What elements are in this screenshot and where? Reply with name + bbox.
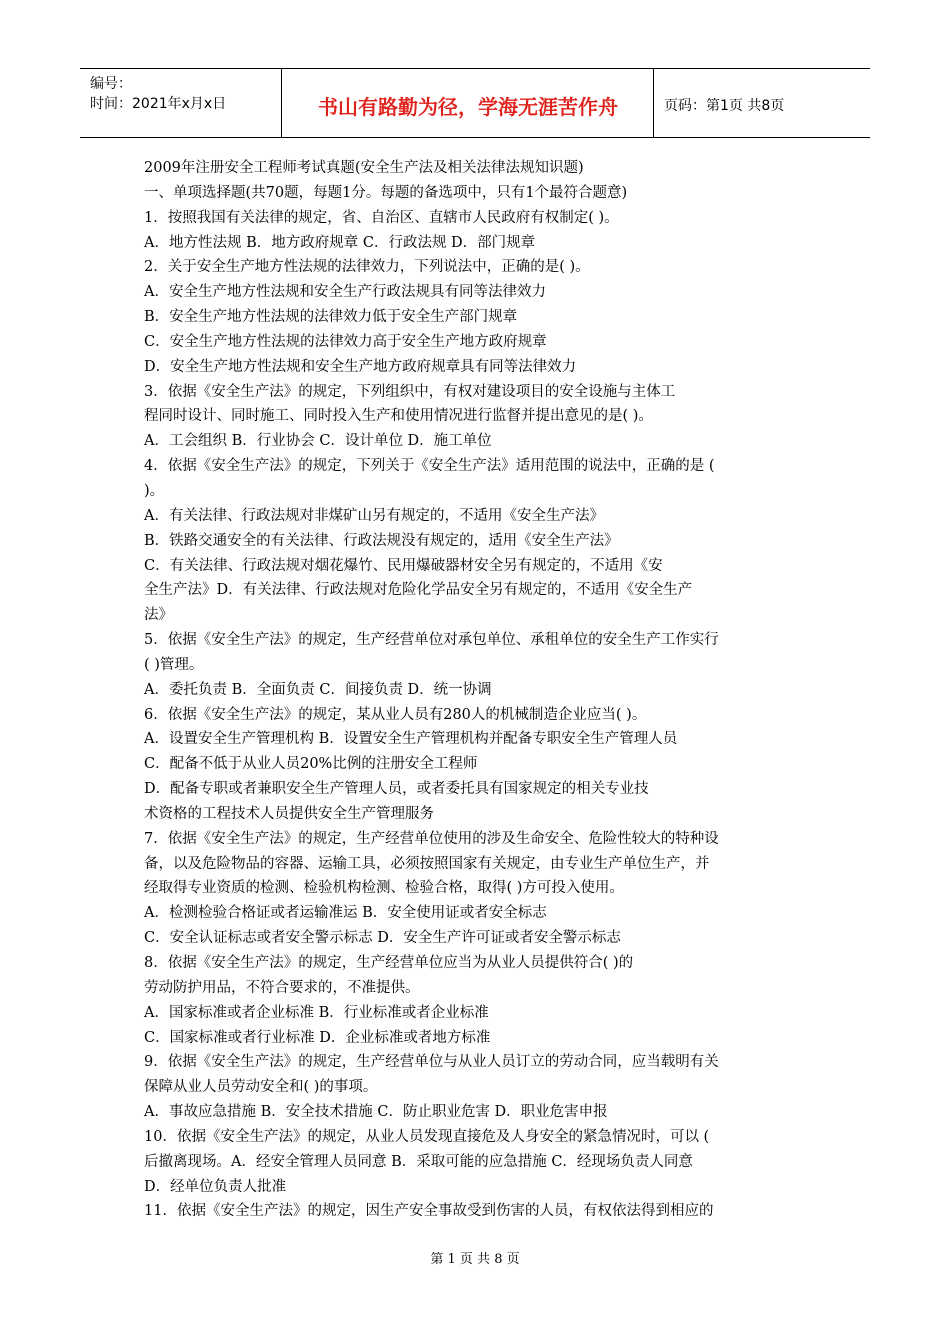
text-line: C．国家标准或者行业标准 D．企业标准或者地方标准 bbox=[144, 1029, 491, 1046]
text-line: 一、单项选择题(共70题，每题1分。每题的备选项中，只有1个最符合题意) bbox=[144, 184, 628, 201]
text-line: 7．依据《安全生产法》的规定，生产经营单位使用的涉及生命安全、危险性较大的特种设 bbox=[144, 830, 719, 847]
text-line: B．铁路交通安全的有关法律、行政法规没有规定的，适用《安全生产法》 bbox=[144, 532, 619, 549]
text-line: 2．关于安全生产地方性法规的法律效力，下列说法中，正确的是( )。 bbox=[144, 259, 590, 276]
text-line: 3．依据《安全生产法》的规定，下列组织中，有权对建设项目的安全设施与主体工 bbox=[144, 383, 676, 400]
text-line: 法》 bbox=[144, 607, 173, 624]
document-body bbox=[144, 156, 814, 1224]
header-page-cell bbox=[654, 69, 870, 137]
text-line: 程同时设计、同时施工、同时投入生产和使用情况进行监督并提出意见的是( )。 bbox=[144, 408, 653, 425]
text-line: 保障从业人员劳动安全和( )的事项。 bbox=[144, 1079, 378, 1096]
text-line: 全生产法》D．有关法律、行政法规对危险化学品安全另有规定的，不适用《安全生产 bbox=[144, 582, 693, 599]
text-line: 后撤离现场。A．经安全管理人员同意 B．采取可能的应急措施 C．经现场负责人同意 bbox=[144, 1153, 693, 1170]
text-line: A．事故应急措施 B．安全技术措施 C．防止职业危害 D．职业危害申报 bbox=[144, 1104, 608, 1121]
text-line: C．配备不低于从业人员20%比例的注册安全工程师 bbox=[144, 756, 478, 773]
text-line: D．安全生产地方性法规和安全生产地方政府规章具有同等法律效力 bbox=[144, 358, 577, 375]
text-line: ( )管理。 bbox=[144, 656, 204, 673]
header-motto-cell bbox=[282, 69, 654, 137]
text-line: A．委托负责 B．全面负责 C．间接负责 D．统一协调 bbox=[144, 681, 492, 698]
text-line: 劳动防护用品，不符合要求的，不准提供。 bbox=[144, 979, 420, 996]
text-line: 4．依据《安全生产法》的规定，下列关于《安全生产法》适用范围的说法中，正确的是 ( bbox=[144, 458, 715, 475]
page-footer: 第 1 页 共 8 页 bbox=[430, 1252, 520, 1267]
text-line: A．地方性法规 B．地方政府规章 C．行政法规 D．部门规章 bbox=[144, 234, 536, 251]
header-motto: 书山有路勤为径，学海无涯苦作舟 bbox=[318, 95, 618, 119]
text-line: 5．依据《安全生产法》的规定，生产经营单位对承包单位、承租单位的安全生产工作实行 bbox=[144, 632, 719, 649]
text-line: 8．依据《安全生产法》的规定，生产经营单位应当为从业人员提供符合( )的 bbox=[144, 955, 634, 971]
text-line: D．配备专职或者兼职安全生产管理人员，或者委托具有国家规定的相关专业技 bbox=[144, 781, 649, 798]
text-line: D．经单位负责人批准 bbox=[144, 1178, 287, 1195]
document-title: 2009年注册安全工程师考试真题(安全生产法及相关法律法规知识题) bbox=[144, 160, 584, 176]
text-line: 9．依据《安全生产法》的规定，生产经营单位与从业人员订立的劳动合同，应当载明有关 bbox=[144, 1054, 719, 1071]
text-line: C．安全生产地方性法规的法律效力高于安全生产地方政府规章 bbox=[144, 333, 547, 350]
text-line: A．设置安全生产管理机构 B．设置安全生产管理机构并配备专职安全生产管理人员 bbox=[144, 731, 678, 748]
header-info-cell bbox=[80, 69, 282, 137]
document-number-label: 编号： bbox=[90, 76, 132, 92]
text-line: 经取得专业资质的检测、检验机构检测、检验合格，取得( )方可投入使用。 bbox=[144, 880, 624, 897]
text-line: A．安全生产地方性法规和安全生产行政法规具有同等法律效力 bbox=[144, 284, 546, 301]
text-line: 6．依据《安全生产法》的规定，某从业人员有280人的机械制造企业应当( )。 bbox=[144, 706, 647, 723]
text-line: C．安全认证标志或者安全警示标志 D．安全生产许可证或者安全警示标志 bbox=[144, 930, 621, 947]
text-line: A．检测检验合格证或者运输准运 B．安全使用证或者安全标志 bbox=[144, 905, 547, 922]
document-header bbox=[80, 68, 870, 138]
text-line: 11．依据《安全生产法》的规定，因生产安全事故受到伤害的人员，有权依法得到相应的 bbox=[144, 1203, 714, 1220]
text-line: B．安全生产地方性法规的法律效力低于安全生产部门规章 bbox=[144, 309, 518, 326]
text-line: 10．依据《安全生产法》的规定，从业人员发现直接危及人身安全的紧急情况时，可以 ( bbox=[144, 1128, 710, 1145]
text-line: C．有关法律、行政法规对烟花爆竹、民用爆破器材安全另有规定的，不适用《安 bbox=[144, 557, 663, 574]
text-line: A．工会组织 B．行业协会 C．设计单位 D．施工单位 bbox=[144, 433, 492, 450]
text-line: 备，以及危险物品的容器、运输工具，必须按照国家有关规定，由专业生产单位生产，并 bbox=[144, 855, 710, 872]
header-page-info: 页码：第1页 共8页 bbox=[664, 98, 785, 114]
text-line: A．国家标准或者企业标准 B．行业标准或者企业标准 bbox=[144, 1004, 489, 1021]
document-time-label: 时间：2021年x月x日 bbox=[90, 96, 227, 112]
text-line: 1．按照我国有关法律的规定，省、自治区、直辖市人民政府有权制定( )。 bbox=[144, 209, 619, 226]
text-line: )。 bbox=[144, 482, 165, 499]
text-line: 术资格的工程技术人员提供安全生产管理服务 bbox=[144, 805, 434, 822]
text-line: A．有关法律、行政法规对非煤矿山另有规定的，不适用《安全生产法》 bbox=[144, 507, 604, 524]
